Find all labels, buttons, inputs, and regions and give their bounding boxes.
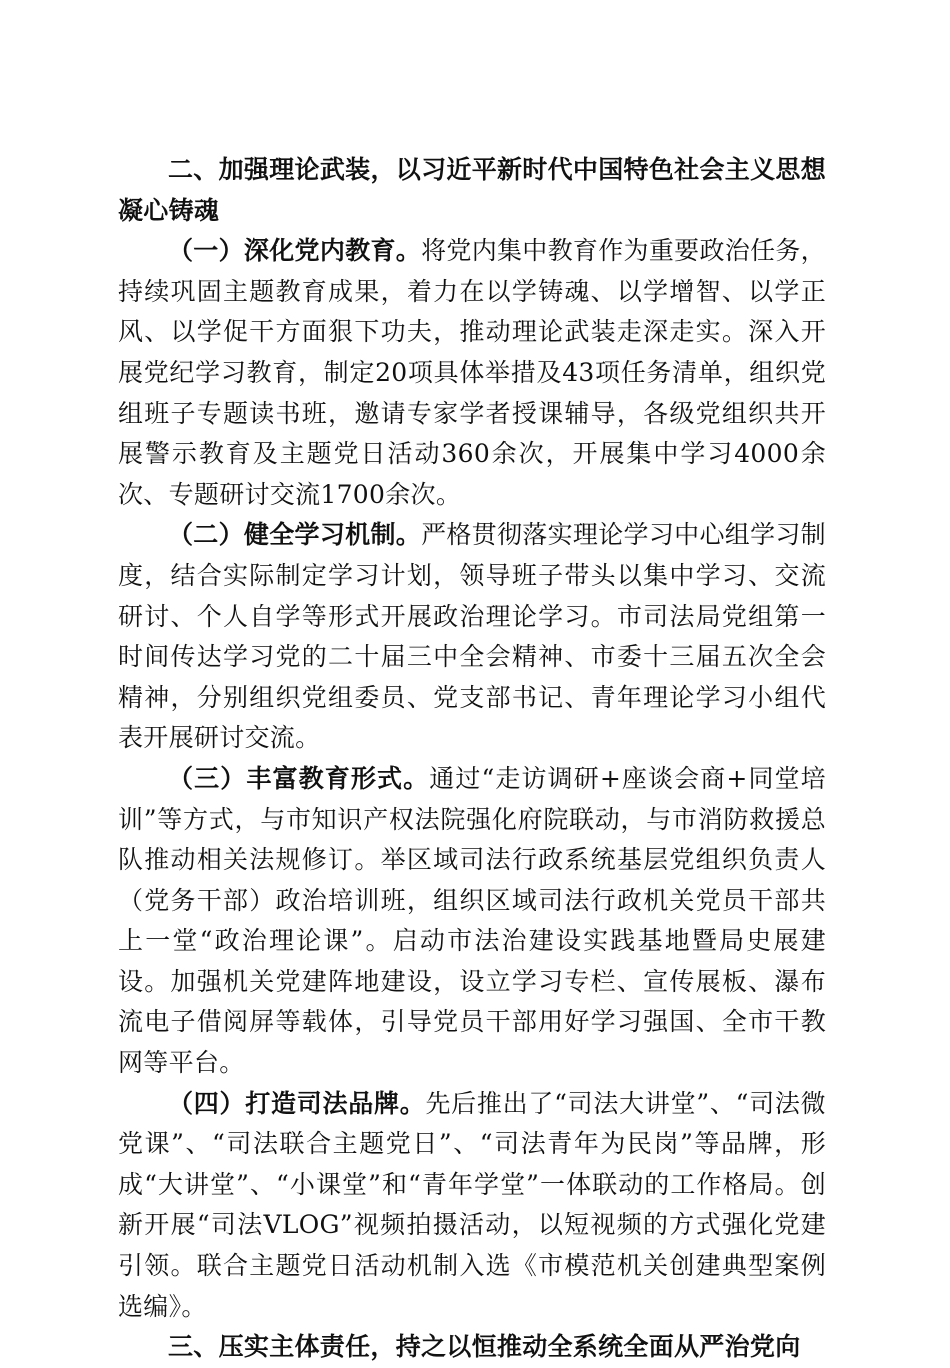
item-1-body: 将党内集中教育作为重要政治任务，持续巩固主题教育成果，着力在以学铸魂、以学增智、以学正风、以学促干方面狠下功夫，推动理论武装走深走实。深入开展党纪学习教育，制定20项具体举措及43项任务清单，组织党组班子专题读书班，邀请专家学者授课辅导，各级党组织共开展警示教育及主题党日活动360余次，开展集中学习4000余次、专题研讨交流1700余次。 (118, 236, 826, 509)
section-heading-2: 二、加强理论武装，以习近平新时代中国特色社会主义思想凝心铸魂 (118, 155, 826, 225)
section-heading-3: 三、压实主体责任，持之以恒推动全系统全面从严治党向 (168, 1332, 801, 1362)
item-3-title: （三）丰富教育形式。 (168, 763, 430, 793)
item-2-title: （二）健全学习机制。 (168, 520, 422, 550)
item-2-body: 严格贯彻落实理论学习中心组学习制度，结合实际制定学习计划，领导班子带头以集中学习、交流研讨、个人自学等形式开展政治理论学习。市司法局党组第一时间传达学习党的二十届三中全会精神、市委十三届五次全会精神，分别组织党组委员、党支部书记、青年理论学习小组代表开展研讨交流。 (118, 520, 826, 753)
item-1-title: （一）深化党内教育。 (168, 236, 422, 266)
item-4-body: 先后推出了“司法大讲堂”、“司法微党课”、“司法联合主题党日”、“司法青年为民岗”等品牌，形成“大讲堂”、“小课堂”和“青年学堂”一体联动的工作格局。创新开展“司法VLOG”视频拍摄活动，以短视频的方式强化党建引领。联合主题党日活动机制入选《市模范机关创建典型案例选编》。 (118, 1088, 826, 1321)
paragraph-item-2 (118, 515, 826, 759)
item-4-title: （四）打造司法品牌。 (168, 1088, 426, 1118)
paragraph-item-4 (118, 1084, 826, 1328)
paragraph-item-1 (118, 231, 826, 515)
paragraph-item-3 (118, 759, 826, 1084)
item-3-body: 通过“走访调研+座谈会商+同堂培训”等方式，与市知识产权法院强化府院联动，与市消防救援总队推动相关法规修订。举区域司法行政系统基层党组织负责人（党务干部）政治培训班，组织区域司法行政机关党员干部共上一堂“政治理论课”。启动市法治建设实践基地暨局史展建设。加强机关党建阵地建设，设立学习专栏、宣传展板、瀑布流电子借阅屏等载体，引导党员干部用好学习强国、全市干教网等平台。 (118, 763, 826, 1078)
document-page (118, 150, 826, 1368)
